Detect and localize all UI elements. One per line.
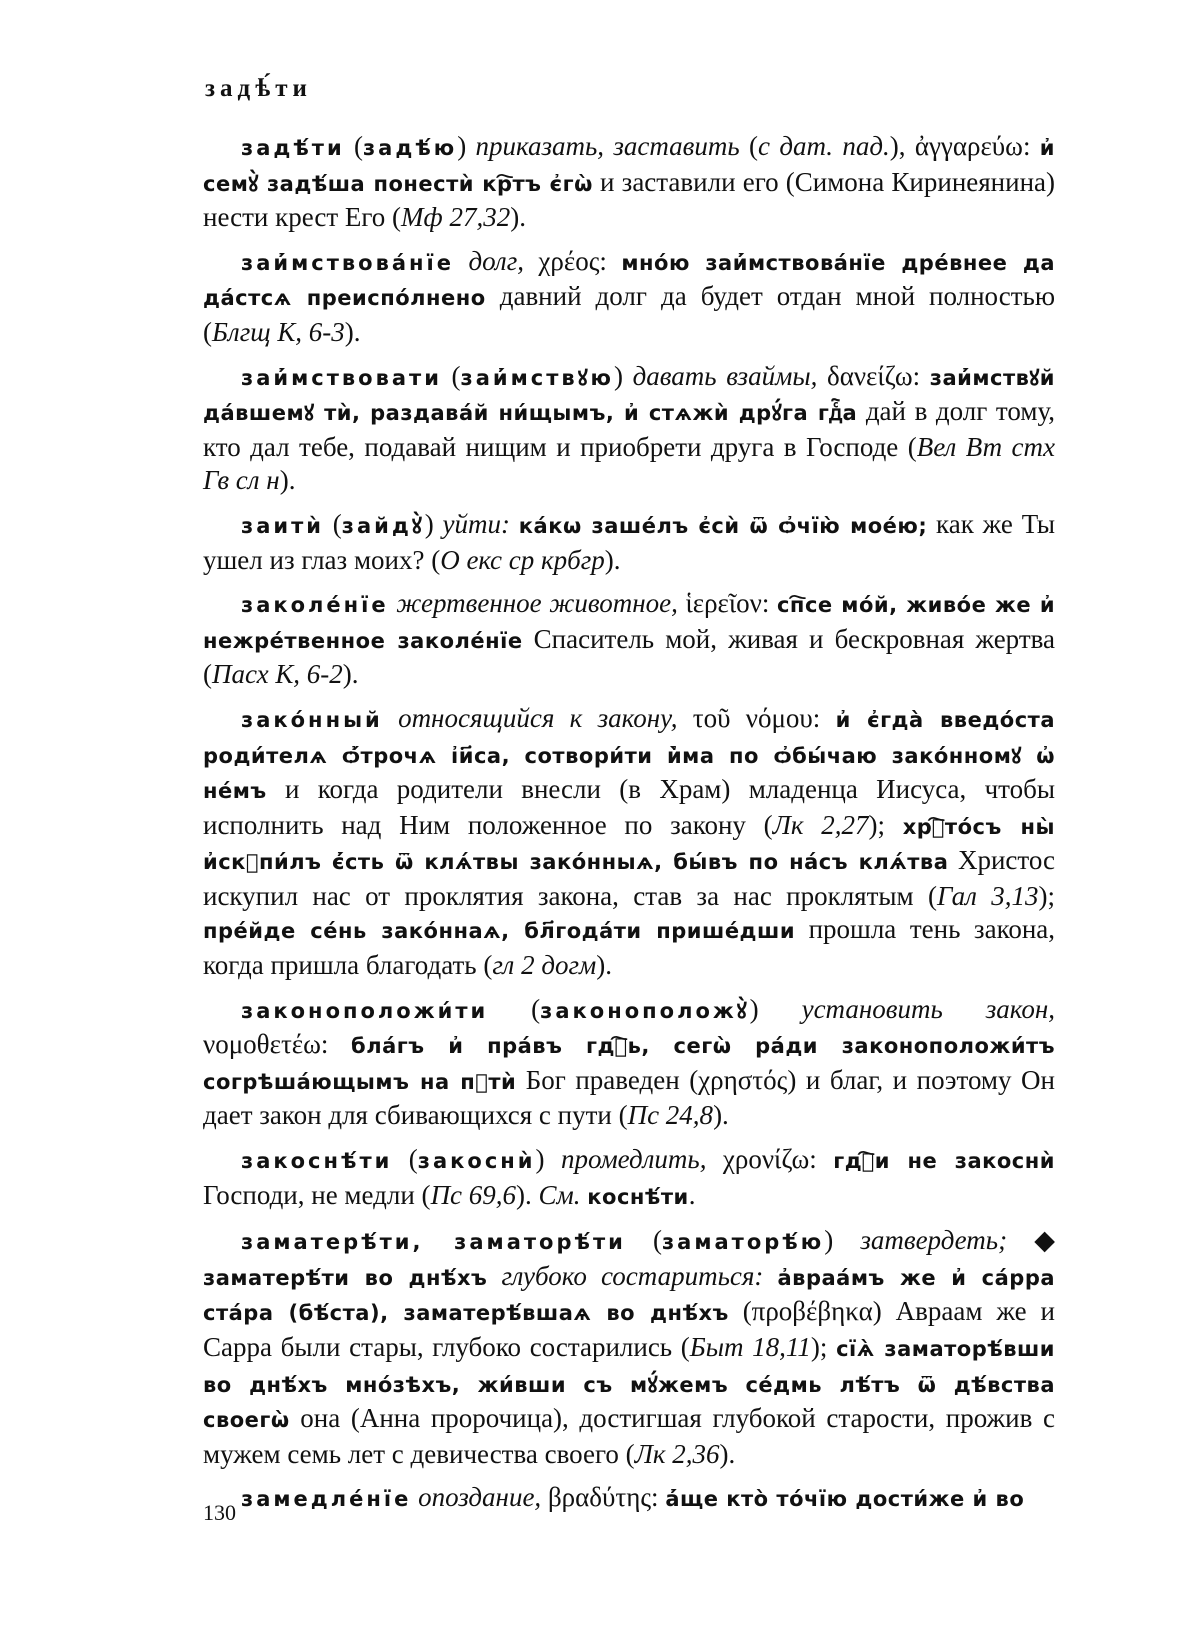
italic-text: промедлить, [560, 1144, 707, 1175]
text: ( [625, 1225, 662, 1256]
italic-text: Пасх К, 6-2 [212, 659, 343, 690]
church-slavonic-text: ка́кѡ заше́лъ є҆сѝ ѿ ѻ҆чїю̀ мое́ю; [518, 513, 928, 538]
italic-text: установить закон, [801, 993, 1056, 1024]
church-slavonic-text: сп҇се мо́й, живо́е же и҆ нежре́твенное заколе́нїе [203, 593, 1056, 653]
text [487, 1261, 501, 1291]
text: ); [810, 1332, 837, 1362]
text: ). [279, 465, 296, 496]
text: прошла тень закона, когда пришла благодать ( [203, 914, 1056, 981]
church-slavonic-text: гдⷭ҇и не закоснѝ [833, 1149, 1055, 1174]
text: ( [323, 508, 342, 539]
dictionary-entry [203, 130, 1055, 235]
italic-text: Вел Вт стх Гв сл н [203, 431, 1055, 496]
headword: заи҆́мствова́нїе [241, 250, 454, 275]
church-slavonic-text: и҆ є҆гда̀ введо́ста роди́телѧ ѻ҆́трочѧ і҆и҃са, сотвори́ти и҆̀ма по ѻ҆бы́чаю зако́нномꙋ ѡ҆ не́мъ [203, 707, 1055, 804]
running-head: задѣ́ти [205, 75, 312, 102]
text: Бог праведен (χρηστός) и благ, и поэтому Он дает закон для сбивающихся с пути ( [203, 1064, 1055, 1131]
text: ). [719, 1438, 736, 1469]
text: давний долг да будет отдан мной полностью ( [203, 281, 1055, 347]
italic-text: уйти: [442, 508, 510, 539]
church-slavonic-text: мно́ю заи҆́мствова́нїе дре́внее да да́стсѧ преиспо́лнено [203, 250, 1055, 311]
italic-text: жертвенное животное, [396, 588, 678, 619]
headword: законоположи́ти [241, 998, 489, 1023]
headword: задѣ́ю [362, 136, 458, 160]
text: ). [604, 544, 621, 575]
headword: зако́нный [241, 707, 383, 732]
italic-text: Лк 2,36 [634, 1438, 720, 1469]
text: τοῦ νόμου: [677, 702, 836, 733]
text: ) [424, 508, 443, 539]
headword: задѣ́ти [241, 136, 345, 160]
text: ). [342, 659, 359, 690]
text: ). [510, 202, 526, 233]
text: как же Ты ушел из глаз моих? ( [203, 508, 1055, 575]
dictionary-entry [203, 245, 1055, 350]
headword: законоположꙋ̀ [540, 998, 750, 1023]
headword: заматерѣ́ти, заматорѣ́ти [241, 1230, 626, 1255]
italic-text: давать взаймы, [632, 360, 818, 391]
text: ). [516, 1179, 539, 1210]
dictionary-entry [203, 1143, 1055, 1214]
text: ) [613, 360, 633, 391]
text: Спаситель мой, живая и бескровная жертва ( [203, 623, 1055, 690]
entries-column [203, 130, 1055, 1527]
dictionary-entry [203, 1481, 1055, 1517]
text: . [688, 1179, 696, 1210]
italic-text: О екс ср крбгр [440, 544, 605, 575]
italic-text: Пс 69,6 [430, 1179, 517, 1210]
headword: заи҆́мствꙋю [460, 365, 614, 390]
text: Господи, не медли ( [203, 1179, 431, 1210]
headword: закоснѣ́ти [241, 1149, 393, 1174]
italic-text: приказать, заставить [475, 131, 740, 161]
italic-text: См. [538, 1179, 581, 1210]
text: дай в долг тому, кто дал тебе, подавай нищим и приобрети друга в Господе ( [203, 396, 1055, 462]
text: ) [535, 1144, 561, 1175]
text: ). [713, 1100, 729, 1131]
text: δανείζω: [817, 360, 930, 391]
church-slavonic-text: бла́гъ и҆ пра́въ гдⷭ҇ь, сегѡ̀ ра́ди законоположи́тъ согрѣша́ющымъ на пꙋтѝ [203, 1034, 1055, 1094]
church-slavonic-text: и҆ семꙋ̀ задѣ́ша понестѝ кр҇тъ є҆гѡ̀ [203, 136, 1055, 196]
text: ), ἀγγαρεύω: [889, 131, 1040, 161]
text: ( [488, 993, 541, 1024]
page-number: 130 [203, 1500, 236, 1525]
text: ). [596, 950, 612, 981]
headword: зайдꙋ̀ [341, 513, 425, 538]
text: ); [868, 809, 903, 840]
dictionary-entry [203, 702, 1055, 983]
headword: заматорѣ́ю [661, 1230, 825, 1255]
text: βραδύτης: [541, 1482, 666, 1513]
text: ( [739, 131, 759, 161]
italic-text: затвердеть; [860, 1225, 1008, 1256]
headword: закоснѝ [417, 1149, 536, 1174]
italic-text: Гал 3,13 [936, 880, 1039, 911]
text: νομοθετέω: [203, 1029, 352, 1060]
text: она (Анна пророчица), достигшая глубокой старости, прожив с мужем семь лет с девичества своего ( [203, 1403, 1055, 1469]
text [510, 509, 519, 539]
italic-text: Быт 18,11 [689, 1332, 811, 1362]
italic-text: Мф 27,32 [401, 202, 511, 233]
dictionary-entry [203, 508, 1055, 577]
italic-text: опоздание, [418, 1482, 542, 1513]
text [763, 1261, 777, 1291]
headword: заколе́нїе [241, 593, 389, 618]
text: и когда родители внесли (в Храм) младенца Иисуса, чтобы исполнить над Ним положенное по закону ( [203, 774, 1055, 840]
text: ). [344, 316, 361, 347]
dictionary-entry [203, 587, 1055, 692]
dictionary-entry [203, 993, 1055, 1133]
text: ) [457, 131, 476, 161]
church-slavonic-text: а҆́ще кто̀ то́чїю дости́же и҆ во [665, 1487, 1025, 1512]
text: ( [344, 131, 363, 161]
dictionary-entry [203, 360, 1055, 498]
church-slavonic-text: коснѣ́ти [587, 1184, 689, 1209]
text: ) [749, 993, 802, 1024]
headword: заи҆́мствовати [241, 365, 442, 390]
church-slavonic-text: сїѧ̀ заматорѣ́вши во днѣ́хъ мно́зѣхъ, жи́вши съ мꙋ́жемъ се́дмь лѣ́тъ ѿ дѣ́вства своегѡ̀ [203, 1337, 1055, 1433]
text: (προβέβηκα) Авраам же и Сарра были стары, глубоко состарились ( [203, 1296, 1055, 1362]
text: ( [441, 360, 461, 391]
church-slavonic-text: заматерѣ́ти во днѣ́хъ [203, 1265, 488, 1290]
italic-text: с дат. пад. [758, 131, 890, 161]
text: ἱερεῖον: [677, 588, 777, 619]
text: Христос искупил нас от проклятия закона, став за нас проклятым ( [203, 845, 1056, 911]
text: ) [824, 1225, 861, 1256]
text: χρέος: [523, 245, 622, 276]
text: ); [1038, 880, 1055, 911]
text [383, 703, 398, 733]
headword: замедле́нїе [241, 1487, 412, 1512]
italic-text: Пс 24,8 [627, 1100, 714, 1131]
church-slavonic-text: хрⷭ҇то́съ ны̀ и҆скꙋпи́лъ є҆́сть ѿ клѧ́твы зако́нныѧ, бы́въ по на́съ клѧ́тва [203, 814, 1055, 875]
text: ◆ [1007, 1225, 1055, 1256]
headword: заитѝ [241, 513, 324, 538]
italic-text: Блгщ К, 6-3 [212, 316, 345, 347]
italic-text: долг, [468, 245, 524, 276]
text: χρονίζω: [706, 1144, 834, 1175]
church-slavonic-text: а҆враа́мъ же и҆ са́рра ста́ра (бѣ́ста), заматерѣ́вшаѧ во днѣ́хъ [203, 1265, 1056, 1326]
church-slavonic-text: пре́йде се́нь зако́ннаѧ, бл҃года́ти прише́дши [203, 919, 796, 944]
text [454, 246, 468, 276]
italic-text: глубоко состариться: [501, 1260, 764, 1291]
text: ( [392, 1144, 418, 1175]
dictionary-entry [203, 1224, 1055, 1471]
italic-text: гл 2 догм [492, 950, 597, 981]
italic-text: Лк 2,27 [772, 809, 869, 840]
text: и заставили его (Симона Киринеянина) нести крест Его ( [203, 166, 1055, 233]
church-slavonic-text: заи҆́мствꙋй да́вшемꙋ тѝ, раздава́й ни́щымъ, и҆ стѧжѝ дрꙋ́га гдⷭ҇а [203, 365, 1055, 426]
italic-text: относящийся к закону, [398, 702, 678, 733]
